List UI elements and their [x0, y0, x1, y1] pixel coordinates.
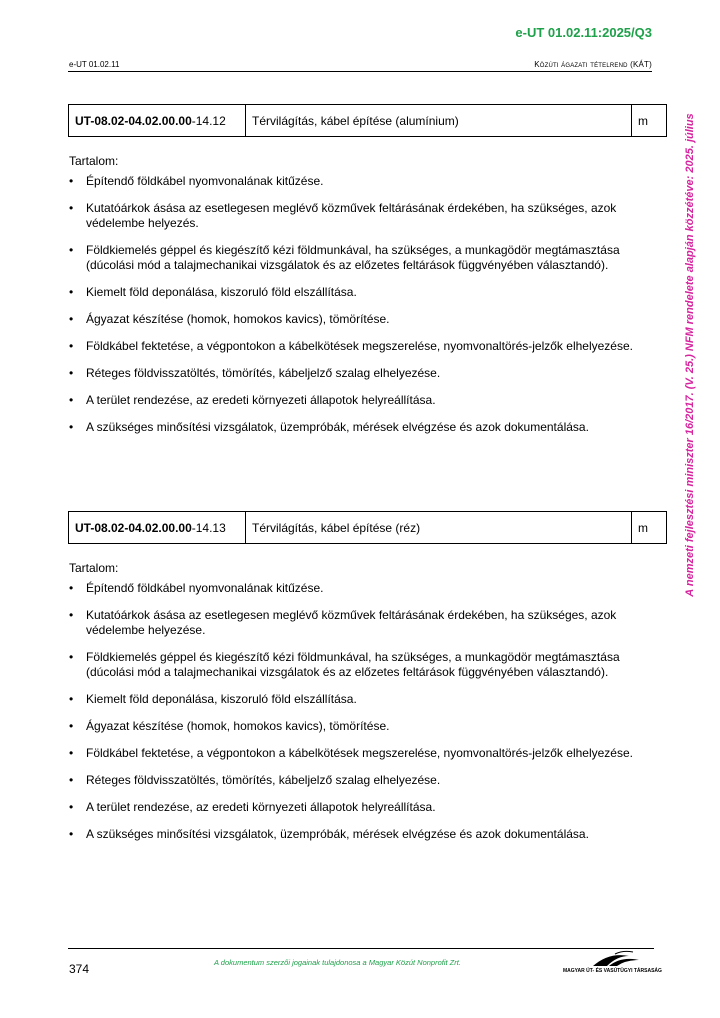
list-item: • Ágyazat készítése (homok, homokos kavics), tömörítése. — [68, 312, 652, 327]
list-item: • A szükséges minősítési vizsgálatok, üzempróbák, mérések elvégzése és azok dokumentálása. — [68, 827, 652, 842]
header-divider — [68, 71, 652, 72]
list-item: • Földkiemelés géppel és kiegészítő kézi földmunkával, ha szükséges, a munkagödör megtámasztása (dúcolási mód a talajmechanikai vizsgálatok és az előzetes feltárások függvényében választandó). — [68, 650, 652, 680]
company-logo — [563, 950, 662, 974]
item-unit: m — [632, 512, 667, 544]
content-list — [68, 581, 652, 842]
list-item: • A szükséges minősítési vizsgálatok, üzempróbák, mérések elvégzése és azok dokumentálása. — [68, 420, 652, 435]
list-item: • Kutatóárkok ásása az esetlegesen meglévő közművek feltárásának érdekében, ha szükséges, azok védelembe helyezés. — [68, 201, 652, 231]
item-header-table — [68, 104, 667, 137]
logo-text: MAGYAR ÚT- ÉS VASÚTÜGYI TÁRSASÁG — [563, 968, 662, 974]
item-unit: m — [632, 105, 667, 137]
list-item: • Építendő földkábel nyomvonalának kitűzése. — [68, 581, 652, 596]
content-label: Tartalom: — [69, 561, 119, 575]
item-header-table — [68, 511, 667, 544]
list-item: • Ágyazat készítése (homok, homokos kavics), tömörítése. — [68, 719, 652, 734]
list-item: • Réteges földvisszatöltés, tömörítés, kábeljelző szalag elhelyezése. — [68, 773, 652, 788]
list-item: • A terület rendezése, az eredeti környezeti állapotok helyreállítása. — [68, 393, 652, 408]
header-left: e-UT 01.02.11 — [69, 60, 120, 69]
footer-copyright: A dokumentum szerzői jogainak tulajdonosa a Magyar Közút Nonprofit Zrt. — [214, 958, 461, 967]
road-swoosh-icon — [563, 950, 655, 968]
header-right: Közúti ágazati tételrend (KÁT) — [534, 60, 652, 69]
list-item: • Kiemelt föld deponálása, kiszoruló föld elszállítása. — [68, 692, 652, 707]
list-item: • Földkiemelés géppel és kiegészítő kézi földmunkával, ha szükséges, a munkagödör megtámasztása (dúcolási mód a talajmechanikai vizsgálatok és az előzetes feltárások függvényében választandó). — [68, 243, 652, 273]
item-title: Térvilágítás, kábel építése (alumínium) — [246, 105, 632, 137]
footer-divider — [68, 948, 654, 949]
list-item: • Réteges földvisszatöltés, tömörítés, kábeljelző szalag elhelyezése. — [68, 366, 652, 381]
item-content-section — [68, 561, 652, 854]
item-title: Térvilágítás, kábel építése (réz) — [246, 512, 632, 544]
list-item: • A terület rendezése, az eredeti környezeti állapotok helyreállítása. — [68, 800, 652, 815]
list-item: • Építendő földkábel nyomvonalának kitűzése. — [68, 174, 652, 189]
item-content-section — [68, 154, 652, 447]
list-item: • Kutatóárkok ásása az esetlegesen meglévő közművek feltárásának érdekében, ha szükséges, azok védelembe helyezése. — [68, 608, 652, 638]
list-item: • Földkábel fektetése, a végpontokon a kábelkötések megszerelése, nyomvonaltörés-jelzők elhelyezése. — [68, 339, 652, 354]
list-item: • Kiemelt föld deponálása, kiszoruló föld elszállítása. — [68, 285, 652, 300]
item-code: UT-08.02-04.02.00.00-14.13 — [69, 512, 246, 544]
side-publication-note: A nemzeti fejlesztési miniszter 16/2017. (V. 25.) NFM rendelete alapján közzétéve: 2025. július — [684, 113, 696, 597]
page-number: 374 — [69, 962, 90, 976]
content-list — [68, 174, 652, 435]
list-item: • Földkábel fektetése, a végpontokon a kábelkötések megszerelése, nyomvonaltörés-jelzők elhelyezése. — [68, 746, 652, 761]
document-code: e-UT 01.02.11:2025/Q3 — [515, 25, 652, 40]
item-code: UT-08.02-04.02.00.00-14.12 — [69, 105, 246, 137]
content-label: Tartalom: — [69, 154, 119, 168]
